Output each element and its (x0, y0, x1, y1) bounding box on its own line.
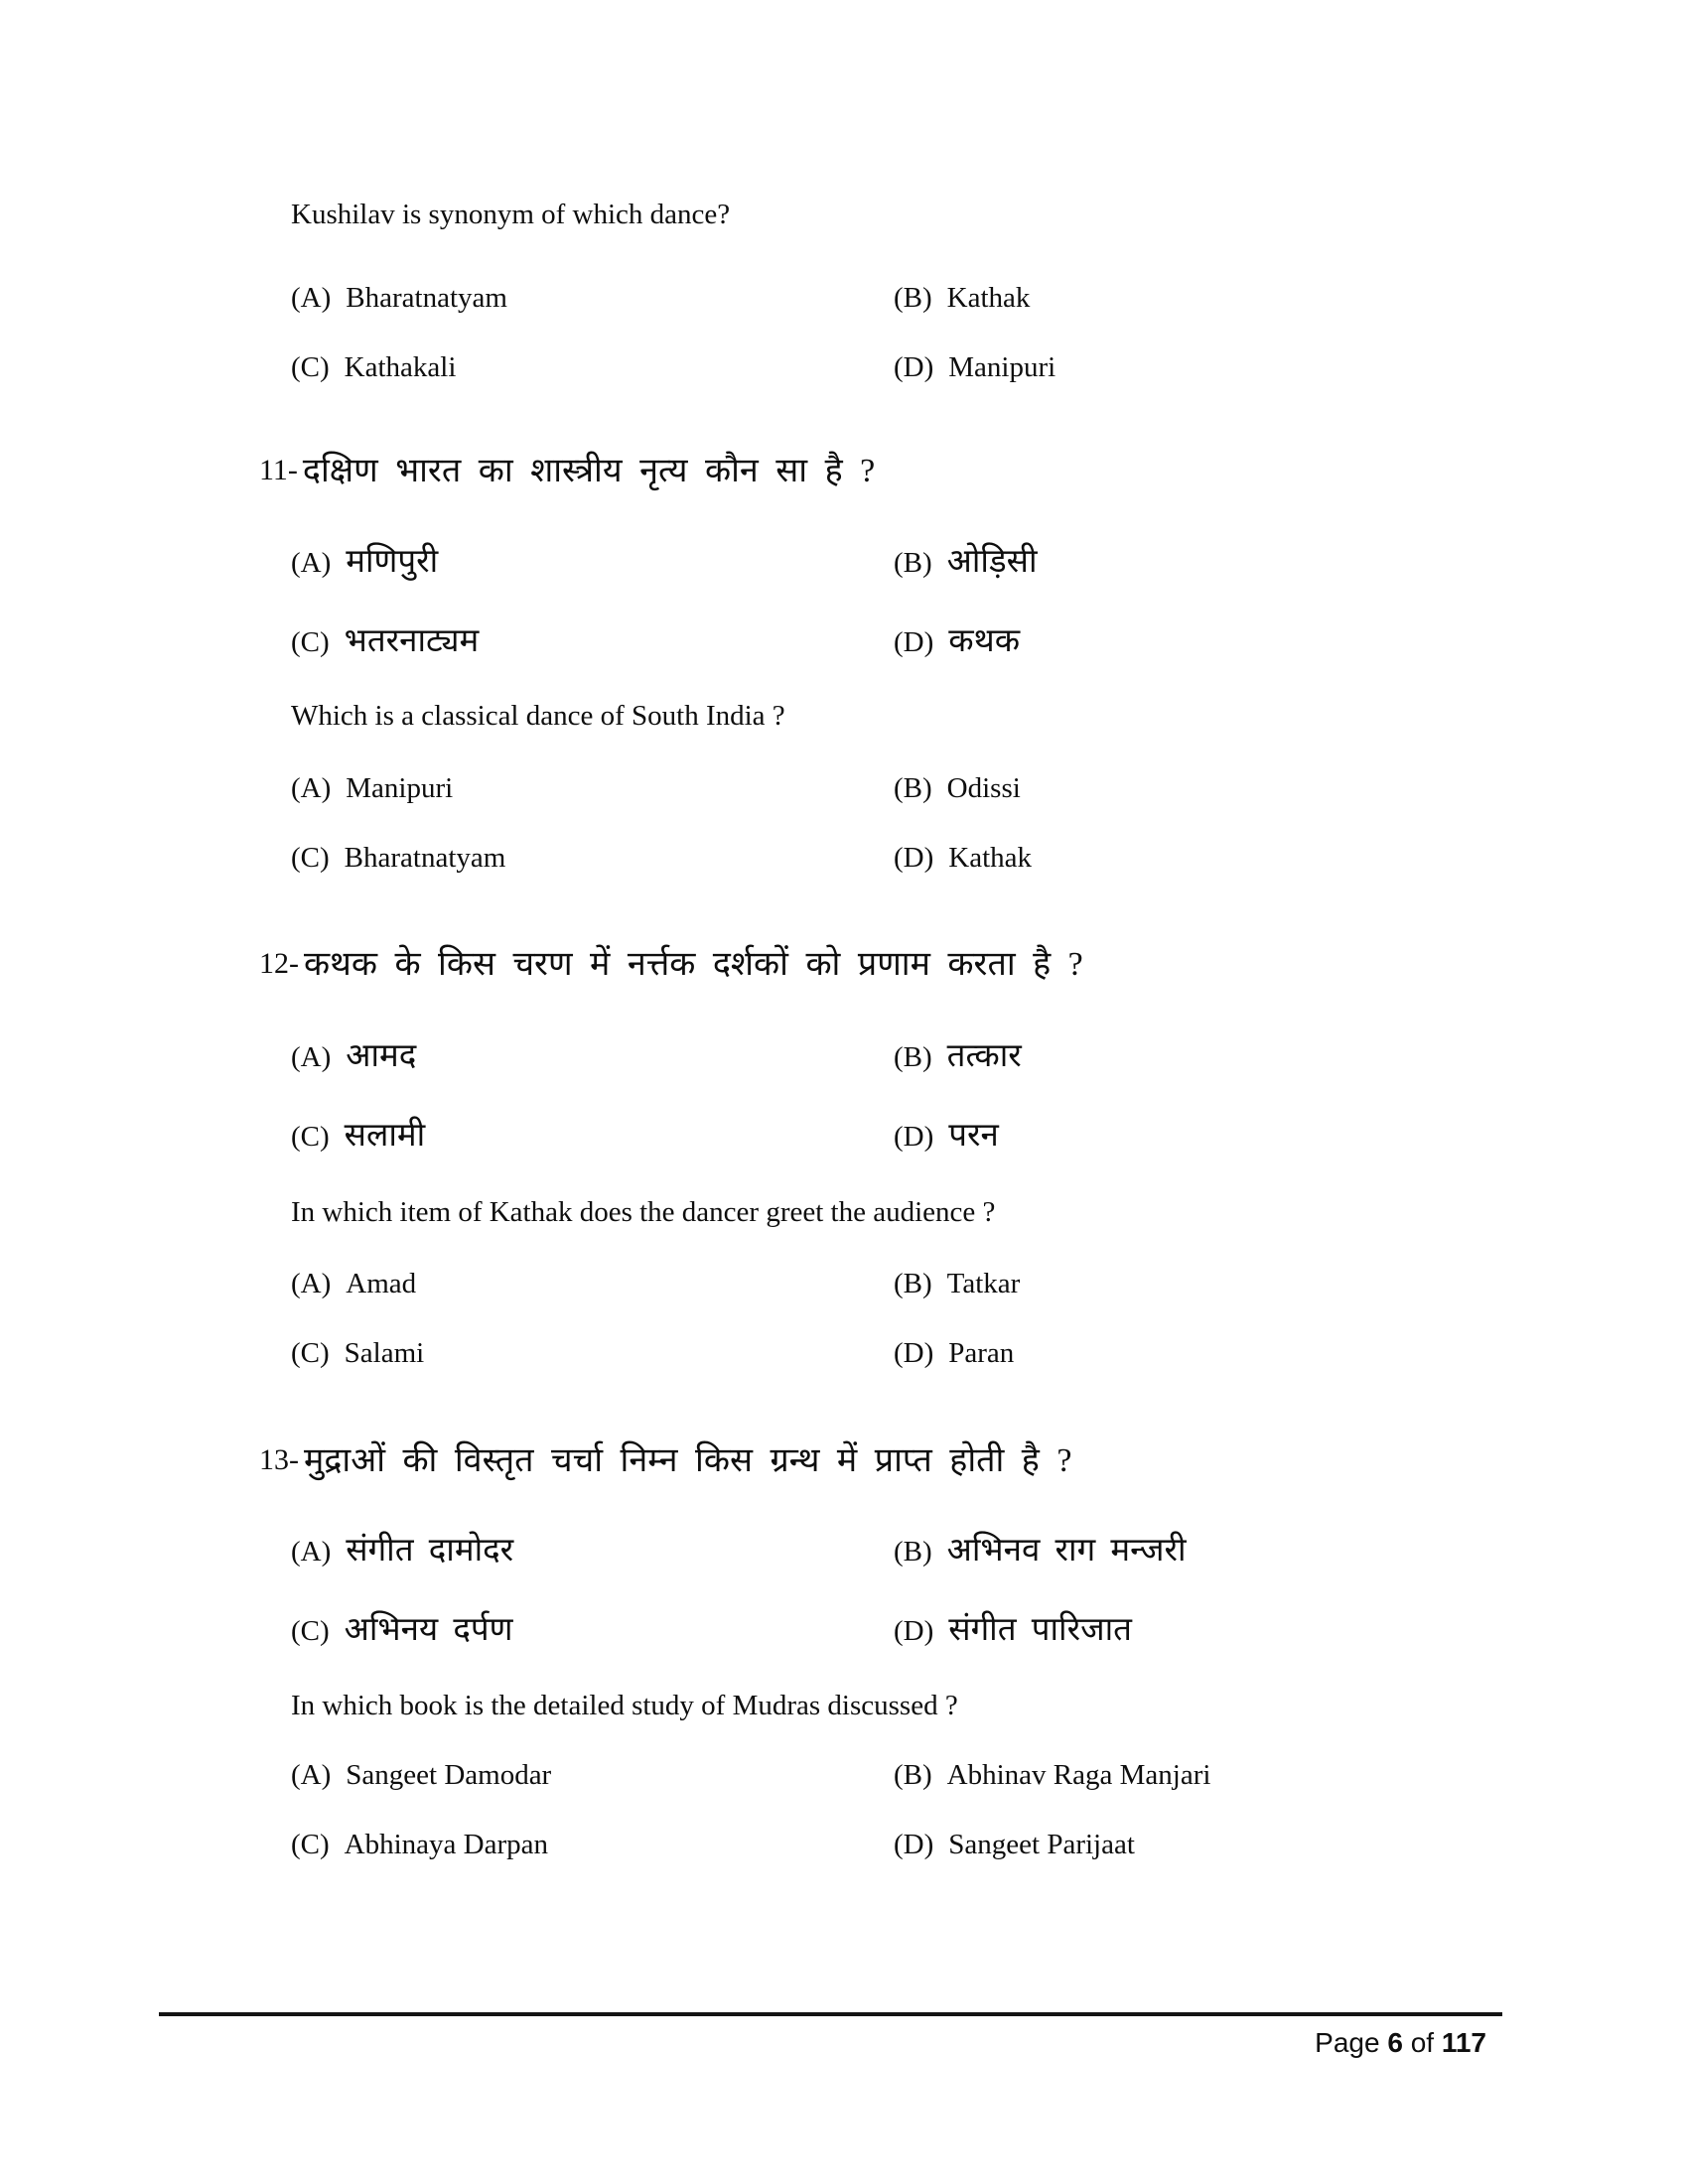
option-label: (D) (894, 1615, 934, 1647)
option-label: (B) (894, 1268, 932, 1299)
option-text: परन (948, 1118, 999, 1154)
option-label: (C) (291, 1121, 330, 1153)
option-label: (B) (894, 772, 932, 804)
question-number: 13- (259, 1443, 299, 1476)
option-d (894, 842, 1032, 875)
question-13-hindi-text (259, 1441, 1071, 1480)
option-text: Tatkar (946, 1268, 1021, 1299)
option-label: (A) (291, 1268, 332, 1299)
option-text: अभिनय दर्पण (344, 1612, 513, 1648)
option-a (291, 772, 894, 805)
option-text: Sangeet Parijaat (948, 1829, 1135, 1860)
option-text: Amad (346, 1268, 417, 1299)
question-12-hindi-options-row-1 (291, 1038, 1022, 1076)
footer-divider (159, 2012, 1502, 2016)
question-10-options-row-1 (291, 282, 1030, 315)
option-label: (A) (291, 1041, 332, 1073)
option-label: (A) (291, 772, 332, 804)
question-text: In which book is the detailed study of Mudras discussed ? (291, 1690, 958, 1721)
option-text: Manipuri (346, 772, 454, 804)
question-12-english-text (291, 1196, 995, 1229)
footer-page-number: 6 (1387, 2027, 1403, 2058)
option-b (894, 1759, 1210, 1792)
option-b (894, 1268, 1020, 1300)
option-d (894, 1829, 1135, 1861)
question-text: Kushilav is synonym of which dance? (291, 199, 731, 230)
question-11-english-options-row-2 (291, 842, 1032, 875)
question-13-english-options-row-1 (291, 1759, 1210, 1792)
option-label: (A) (291, 1759, 332, 1791)
question-13-english-text (291, 1690, 958, 1722)
question-11-hindi-options-row-1 (291, 544, 1038, 582)
option-text: Abhinav Raga Manjari (946, 1759, 1211, 1791)
option-c (291, 842, 894, 875)
option-text: Paran (948, 1337, 1015, 1369)
page-footer (1315, 2027, 1486, 2059)
question-text: कथक के किस चरण में नर्त्तक दर्शकों को प्रणाम करता है ? (304, 946, 1083, 983)
option-label: (C) (291, 1615, 330, 1647)
option-text: ओड़िसी (946, 544, 1038, 580)
option-text: भतरनाट्यम (344, 623, 480, 659)
option-label: (C) (291, 842, 330, 874)
option-label: (C) (291, 351, 330, 383)
option-text: सलामी (344, 1118, 426, 1154)
option-label: (D) (894, 1121, 934, 1153)
option-text: Sangeet Damodar (346, 1759, 552, 1791)
option-label: (B) (894, 1041, 932, 1073)
option-label: (B) (894, 547, 932, 579)
option-d (894, 1118, 999, 1156)
option-c (291, 1337, 894, 1370)
option-text: मणिपुरी (346, 544, 439, 580)
option-label: (A) (291, 1536, 332, 1568)
option-text: कथक (948, 623, 1021, 659)
question-text: मुद्राओं की विस्तृत चर्चा निम्न किस ग्रन्थ में प्राप्त होती है ? (304, 1442, 1072, 1479)
question-11-hindi-text (259, 452, 875, 490)
question-text: Which is a classical dance of South India ? (291, 700, 785, 732)
question-11-english-options-row-1 (291, 772, 1021, 805)
option-text: Salami (344, 1337, 425, 1369)
option-a (291, 1268, 894, 1300)
option-label: (D) (894, 351, 934, 383)
question-number: 12- (259, 947, 299, 980)
question-11-english-text (291, 700, 785, 733)
option-label: (C) (291, 626, 330, 658)
footer-of-label: of (1410, 2027, 1435, 2058)
option-c (291, 1829, 894, 1861)
option-text: तत्कार (946, 1038, 1022, 1074)
option-label: (D) (894, 626, 934, 658)
question-10-english-text (291, 199, 730, 231)
option-b (894, 1533, 1187, 1570)
option-d (894, 623, 1020, 661)
option-text: Odissi (946, 772, 1021, 804)
option-label: (D) (894, 842, 934, 874)
option-a (291, 282, 894, 315)
option-a (291, 1759, 894, 1792)
footer-page-label: Page (1315, 2027, 1380, 2058)
option-text: Bharatnatyam (346, 282, 507, 314)
question-13-hindi-options-row-2 (291, 1612, 1132, 1650)
option-text: Kathak (948, 842, 1033, 874)
footer-total-pages: 117 (1441, 2027, 1486, 2058)
option-c (291, 1612, 894, 1650)
option-text: आमद (346, 1038, 417, 1074)
question-12-english-options-row-2 (291, 1337, 1014, 1370)
question-13-hindi-options-row-1 (291, 1533, 1187, 1570)
option-text: संगीत पारिजात (948, 1612, 1132, 1648)
question-10-options-row-2 (291, 351, 1055, 384)
option-b (894, 282, 1030, 315)
question-13-english-options-row-2 (291, 1829, 1135, 1861)
question-12-hindi-options-row-2 (291, 1118, 999, 1156)
option-d (894, 1612, 1132, 1650)
option-b (894, 1038, 1022, 1076)
option-text: अभिनव राग मन्जरी (946, 1533, 1187, 1569)
question-12-hindi-text (259, 945, 1083, 984)
option-text: संगीत दामोदर (346, 1533, 514, 1569)
question-text: In which item of Kathak does the dancer greet the audience ? (291, 1196, 996, 1228)
option-a (291, 544, 894, 582)
option-text: Abhinaya Darpan (344, 1829, 549, 1860)
option-c (291, 351, 894, 384)
option-a (291, 1533, 894, 1570)
question-text: दक्षिण भारत का शास्त्रीय नृत्य कौन सा है ? (302, 453, 876, 489)
option-d (894, 351, 1055, 384)
option-a (291, 1038, 894, 1076)
option-text: Kathakali (344, 351, 457, 383)
option-text: Kathak (946, 282, 1031, 314)
option-text: Manipuri (948, 351, 1056, 383)
option-d (894, 1337, 1014, 1370)
option-label: (C) (291, 1337, 330, 1369)
option-label: (C) (291, 1829, 330, 1860)
option-text: Bharatnatyam (344, 842, 506, 874)
option-label: (D) (894, 1337, 934, 1369)
option-label: (B) (894, 1536, 932, 1568)
option-c (291, 623, 894, 661)
option-label: (A) (291, 547, 332, 579)
question-number: 11- (259, 454, 298, 486)
option-label: (D) (894, 1829, 934, 1860)
question-11-hindi-options-row-2 (291, 623, 1020, 661)
option-label: (B) (894, 282, 932, 314)
option-label: (B) (894, 1759, 932, 1791)
option-b (894, 772, 1021, 805)
option-c (291, 1118, 894, 1156)
option-b (894, 544, 1038, 582)
option-label: (A) (291, 282, 332, 314)
question-12-english-options-row-1 (291, 1268, 1020, 1300)
